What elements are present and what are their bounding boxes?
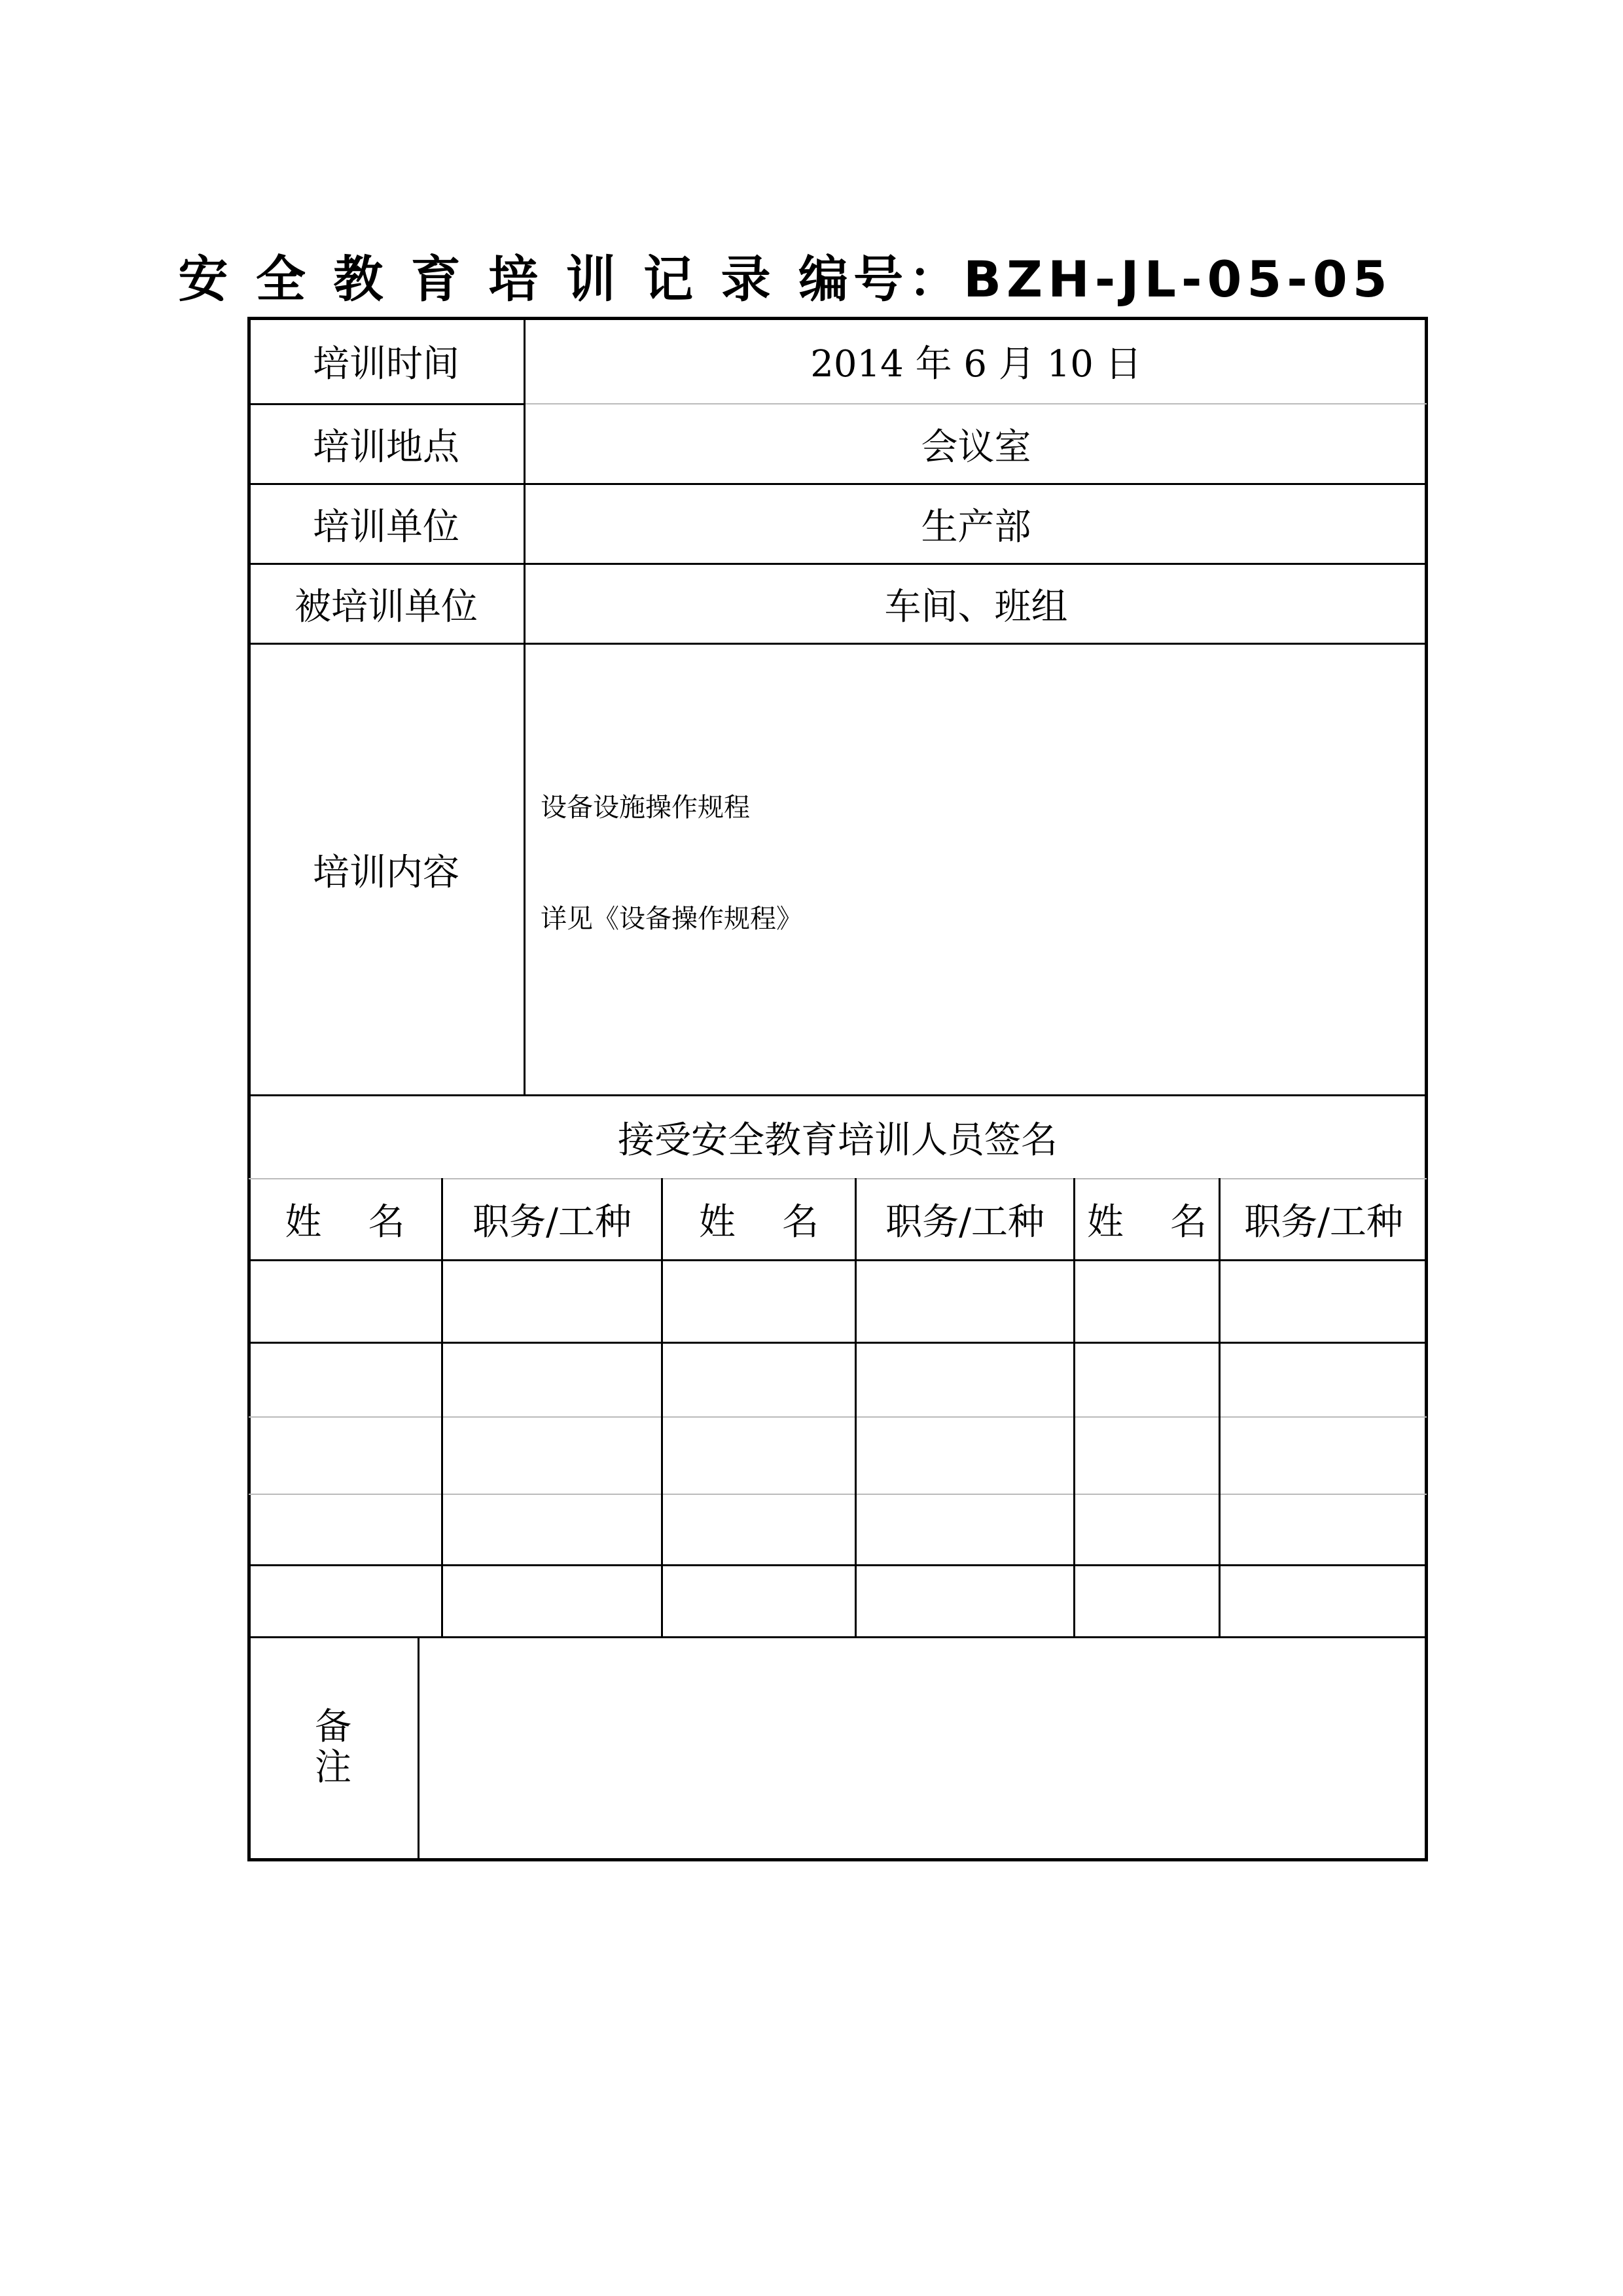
signature-cell[interactable] (443, 1495, 661, 1564)
training-content-label: 培训内容 (313, 851, 459, 894)
document-title: 安 全 教 育 培 训 记 录 编号：BZH-JL-05-05 (178, 249, 1393, 308)
training-content-line[interactable]: 详见《设备操作规程》 (541, 904, 802, 934)
signature-cell[interactable] (249, 1418, 441, 1494)
signature-cell[interactable] (1221, 1261, 1427, 1342)
signature-cell[interactable] (857, 1261, 1073, 1342)
signature-cell[interactable] (249, 1261, 441, 1342)
signature-cell[interactable] (1075, 1495, 1219, 1564)
header-name: 姓 名 (1086, 1201, 1207, 1244)
signature-cell[interactable] (1075, 1418, 1219, 1494)
training-place-label: 培训地点 (313, 425, 459, 469)
training-time-value[interactable]: 2014 年 6 月 10 日 (810, 343, 1142, 386)
remark-value[interactable] (419, 1638, 1425, 1858)
signature-cell[interactable] (443, 1344, 661, 1416)
signature-cell[interactable] (1075, 1261, 1219, 1342)
remark-label-line: 注 (315, 1746, 351, 1789)
signature-cell[interactable] (1075, 1344, 1219, 1416)
header-position: 职务/工种 (473, 1201, 632, 1244)
signature-row (249, 1495, 1427, 1564)
signature-section-title: 接受安全教育培训人员签名 (618, 1119, 1058, 1162)
training-content-line[interactable]: 设备设施操作规程 (541, 793, 750, 823)
signature-cell[interactable] (857, 1418, 1073, 1494)
row-divider (524, 403, 1427, 404)
signature-cell[interactable] (1221, 1566, 1427, 1636)
trainee-unit-label: 被培训单位 (294, 585, 478, 628)
training-time-label: 培训时间 (313, 343, 459, 386)
header-position: 职务/工种 (1244, 1201, 1403, 1244)
signature-row (249, 1566, 1427, 1636)
signature-row (249, 1261, 1427, 1342)
signature-cell[interactable] (663, 1495, 855, 1564)
training-place-value[interactable]: 会议室 (921, 425, 1031, 469)
signature-cell[interactable] (663, 1566, 855, 1636)
signature-cell[interactable] (443, 1261, 661, 1342)
remark-label (307, 1707, 359, 1788)
signature-cell[interactable] (1075, 1566, 1219, 1636)
trainee-unit-value[interactable]: 车间、班组 (884, 585, 1068, 628)
signature-row (249, 1418, 1427, 1494)
signature-cell[interactable] (1221, 1495, 1427, 1564)
signature-cell[interactable] (443, 1418, 661, 1494)
signature-cell[interactable] (857, 1566, 1073, 1636)
header-position: 职务/工种 (885, 1201, 1044, 1244)
signature-cell[interactable] (443, 1566, 661, 1636)
signature-cell[interactable] (249, 1495, 441, 1564)
signature-cell[interactable] (663, 1344, 855, 1416)
signature-cell[interactable] (249, 1344, 441, 1416)
signature-cell[interactable] (1221, 1418, 1427, 1494)
signature-cell[interactable] (249, 1566, 441, 1636)
signature-cell[interactable] (663, 1261, 855, 1342)
header-name: 姓 名 (698, 1201, 819, 1244)
header-name: 姓 名 (285, 1201, 405, 1244)
signature-cell[interactable] (857, 1344, 1073, 1416)
signature-cell[interactable] (857, 1495, 1073, 1564)
signature-row (249, 1344, 1427, 1416)
training-unit-label: 培训单位 (313, 505, 459, 548)
signature-cell[interactable] (1221, 1344, 1427, 1416)
signature-cell[interactable] (663, 1418, 855, 1494)
training-unit-value[interactable]: 生产部 (921, 505, 1031, 548)
remark-label-line: 备 (315, 1706, 351, 1748)
